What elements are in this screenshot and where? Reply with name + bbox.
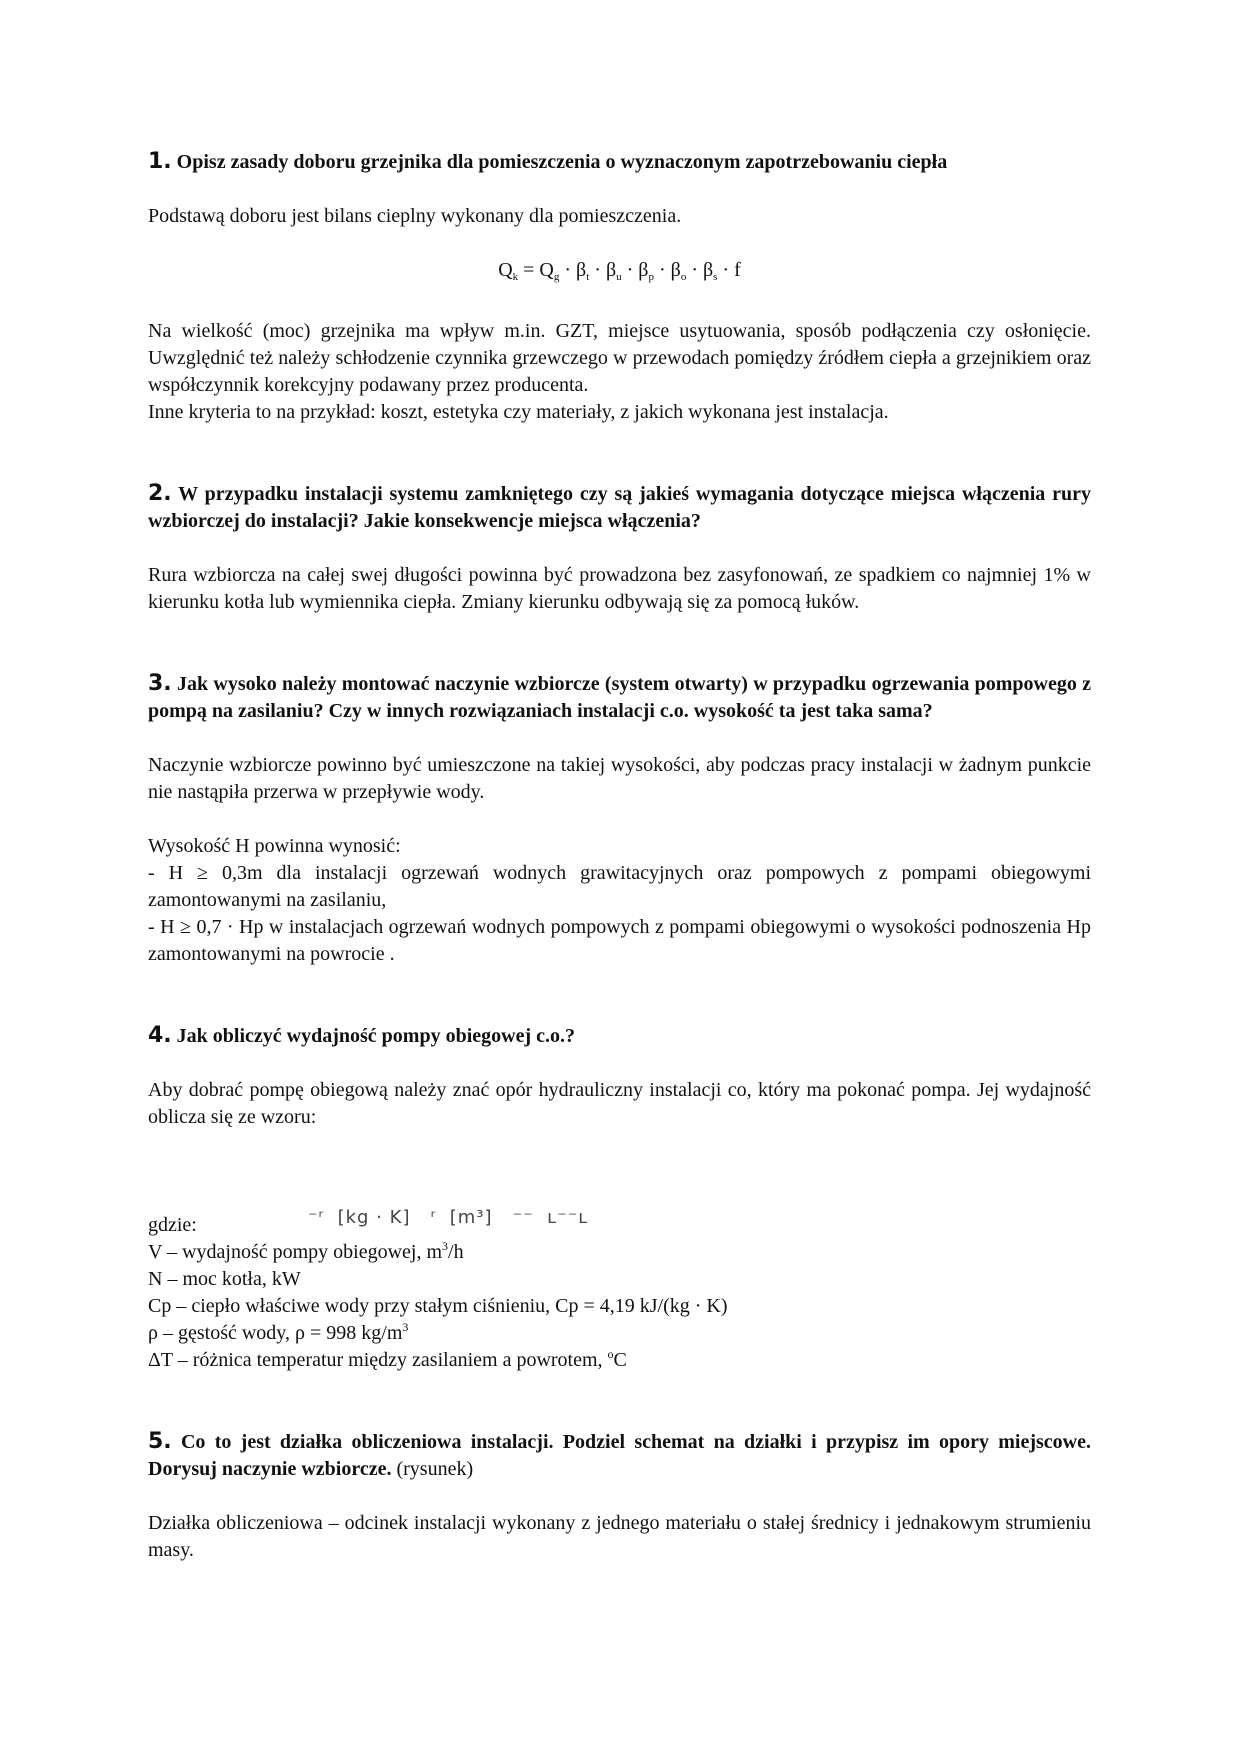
question-5-heading <box>148 1428 1091 1483</box>
answer-1-paragraph-3: Inne kryteria to na przykład: koszt, estetyka czy materiały, z jakich wykonana jest instalacja. <box>148 401 889 423</box>
question-text: W przypadku instalacji systemu zamkniętego czy są jakieś wymagania dotyczące miejsca włączenia rury wzbiorczej do instalacji? Jakie konsekwencje miejsca włączenia? <box>148 483 1092 532</box>
answer-1-paragraph-2: Na wielkość (moc) grzejnika ma wpływ m.in. GZT, miejsce usytuowania, sposób podłączenia czy osłonięcie. Uwzględnić też należy schłodzenie czynnika grzewczego w przewodach pomiędzy źródłem ciepła a grzejnikiem oraz współczynnik korekcyjny podawany przez producenta. <box>148 320 1091 396</box>
question-3-heading <box>148 670 1091 725</box>
question-number: 2. <box>148 481 172 506</box>
question-note: (rysunek) <box>391 1458 474 1480</box>
legend-v: V – wydajność pompy obiegowej, $m^3/h$ <box>148 1239 464 1263</box>
question-number: 1. <box>148 149 172 174</box>
answer-3-paragraph-2: Wysokość H powinna wynosić: <box>148 835 401 857</box>
legend-rho: ρ – gęstość wody, ρ = 998 $kg/m^3$ <box>148 1320 409 1344</box>
garbled-formula-fragment: ⁻ʳ [kg · K] ʳ [m³] ⁻⁻ ʟ⁻⁻ʟ <box>308 1207 589 1228</box>
legend-n: N – moc kotła, kW <box>148 1268 301 1290</box>
legend-cp: Cp – ciepło właściwe wody przy stałym ciśnieniu, Cp = 4,19 kJ/(kg · K) <box>148 1295 728 1317</box>
legend-dt: ΔT – różnica temperatur między zasilaniem a powrotem, $^o$C <box>148 1347 627 1371</box>
question-text: Jak obliczyć wydajność pompy obiegowej c.o.? <box>176 1025 575 1047</box>
question-text: Jak wysoko należy montować naczynie wzbiorcze (system otwarty) w przypadku ogrzewania pompowego z pompą na zasilaniu? Czy w innych rozwiązaniach instalacji c.o. wysokość ta jest taka sama? <box>148 673 1092 722</box>
answer-1-paragraph-1: Podstawą doboru jest bilans cieplny wykonany dla pomieszczenia. <box>148 205 682 227</box>
answer-2-paragraph-1: Rura wzbiorcza na całej swej długości powinna być prowadzona bez zasyfonowań, ze spadkiem co najmniej 1% w kierunku kotła lub wymiennika ciepła. Zmiany kierunku odbywają się za pomocą łuków. <box>148 564 1091 613</box>
document-content <box>148 148 1091 1564</box>
question-text: Co to jest działka obliczeniowa instalacji. Podziel schemat na działki i przypisz im opory miejscowe. Dorysuj naczynie wzbiorcze. <box>148 1431 1091 1480</box>
question-number: 4. <box>148 1023 172 1048</box>
answer-5-paragraph-1: Działka obliczeniowa – odcinek instalacji wykonany z jednego materiału o stałej średnicy i jednakowym strumieniu masy. <box>148 1512 1091 1561</box>
answer-3-bullet-1: - H ≥ 0,3m dla instalacji ogrzewań wodnych grawitacyjnych oraz pompowych z pompami obiegowymi zamontowanymi na zasilaniu, <box>148 862 1091 911</box>
question-number: 5. <box>148 1429 172 1454</box>
question-4-heading <box>148 1022 1091 1050</box>
question-1-heading <box>148 148 1091 176</box>
question-2-heading <box>148 480 1091 535</box>
answer-3-paragraph-1: Naczynie wzbiorcze powinno być umieszczone na takiej wysokości, aby podczas pracy instalacji w żadnym punkcie nie nastąpiła przerwa w przepływie wody. <box>148 754 1091 803</box>
answer-3-bullet-2: - H ≥ 0,7 · Hp w instalacjach ogrzewań wodnych pompowych z pompami obiegowymi o wysokości podnoszenia Hp zamontowanymi na powrocie . <box>148 916 1091 965</box>
answer-4-paragraph-1: Aby dobrać pompę obiegową należy znać opór hydrauliczny instalacji co, który ma pokonać pompa. Jej wydajność oblicza się ze wzoru: <box>148 1079 1091 1128</box>
heat-demand-formula: $Q_k = Q_g \cdot \beta_t \cdot \beta_u \cdot \beta_p \cdot \beta_o \cdot \beta_s \cdot f$ <box>498 259 741 283</box>
question-text: Opisz zasady doboru grzejnika dla pomieszczenia o wyznaczonym zapotrzebowaniu ciepła <box>176 151 948 173</box>
legend-intro: gdzie: ⁻ʳ [kg · K] ʳ [m³] ⁻⁻ ʟ⁻⁻ʟ <box>148 1212 1091 1239</box>
question-number: 3. <box>148 671 172 696</box>
